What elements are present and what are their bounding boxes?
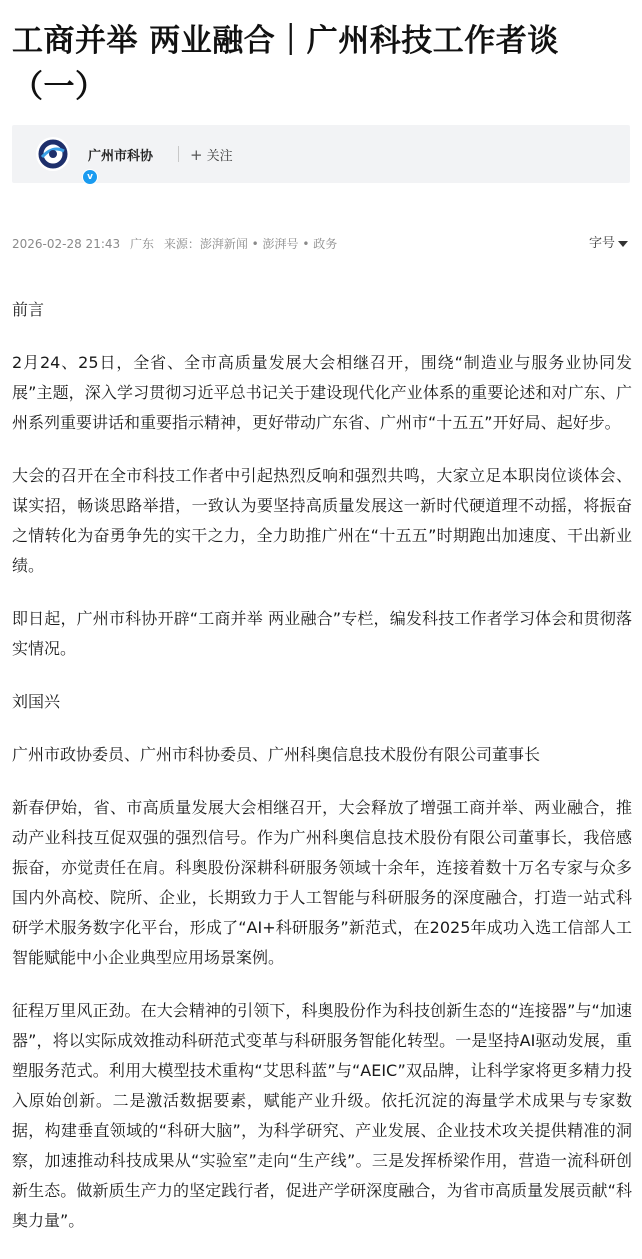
plus-icon: + [190, 146, 203, 164]
author-name[interactable]: 广州市科协 [88, 149, 154, 164]
caret-down-icon [618, 241, 628, 247]
paragraph: 新春伊始，省、市高质量发展大会相继召开，大会释放了增强工商并举、两业融合，推动产业科技互促双强的强烈信号。作为广州科奥信息技术股份有限公司董事长，我倍感振奋，亦觉责任在肩。科奥股份深耕科研服务领域十余年，连接着数十万名专家与众多国内外高校、院所、企业，长期致力于人工智能与科研服务的深度融合，打造一站式科研学术服务数字化平台，形成了“AI+科研服务”新范式，在2025年成功入选工信部人工智能赋能中小企业典型应用场景案例。 [12, 798, 632, 967]
author-avatar[interactable] [36, 137, 93, 182]
author-card [12, 125, 630, 183]
follow-button[interactable] [190, 145, 233, 164]
kexie-logo-icon [36, 137, 70, 171]
speaker-title: 广州市政协委员、广州市科协委员、广州科奥信息技术股份有限公司董事长 [12, 745, 541, 764]
paragraph: 即日起，广州市科协开辟“工商并举 两业融合”专栏，编发科技工作者学习体会和贯彻落实情况。 [12, 609, 632, 658]
speaker-name: 刘国兴 [12, 692, 61, 711]
font-size-label: 字号 [588, 236, 615, 251]
publish-location: 广东 [129, 237, 154, 251]
paragraph: 征程万里风正劲。在大会精神的引领下，科奥股份作为科技创新生态的“连接器”与“加速器”，将以实际成效推动科研范式变革与科研服务智能化转型。一是坚持AI驱动发展，重塑服务范式。利用大模型技术重构“艾思科蓝”与“AEIC”双品牌，让科学家将更多精力投入原始创新。二是激活数据要素，赋能产业升级。依托沉淀的海量学术成果与专家数据，构建垂直领域的“科研大脑”，为科学研究、产业发展、企业技术攻关提供精准的洞察，加速推动科技成果从“实验室”走向“生产线”。三是发挥桥梁作用，营造一流科研创新生态。做新质生产力的坚定践行者，促进产学研深度融合，为省市高质量发展贡献“科奥力量”。 [12, 1001, 632, 1230]
article-meta [12, 235, 343, 252]
divider [178, 146, 179, 162]
article-title: 工商并举 两业融合｜广州科技工作者谈（一） [12, 23, 559, 105]
follow-label: 关注 [206, 149, 233, 164]
article-body [12, 295, 632, 1259]
paragraph: 2月24、25日，全省、全市高质量发展大会相继召开，围绕“制造业与服务业协同发展”主题，深入学习贯彻习近平总书记关于建设现代化产业体系的重要论述和对广东、广州系列重要讲话和重要指示精神，更好带动广东省、广州市“十五五”开好局、起好步。 [12, 353, 632, 432]
verified-badge-icon: v [82, 169, 98, 185]
paragraph-preface-heading: 前言 [12, 300, 45, 319]
font-size-button[interactable] [589, 232, 628, 251]
paragraph: 大会的召开在全市科技工作者中引起热烈反响和强烈共鸣，大家立足本职岗位谈体会、谋实招，畅谈思路举措，一致认为要坚持高质量发展这一新时代硬道理不动摇，将振奋之情转化为奋勇争先的实干之力，全力助推广州在“十五五”时期跑出加速度、干出新业绩。 [12, 466, 632, 575]
article-source: 来源：澎湃新闻 • 澎湃号 • 政务 [163, 237, 338, 251]
publish-datetime: 2026-02-28 21:43 [12, 237, 121, 251]
